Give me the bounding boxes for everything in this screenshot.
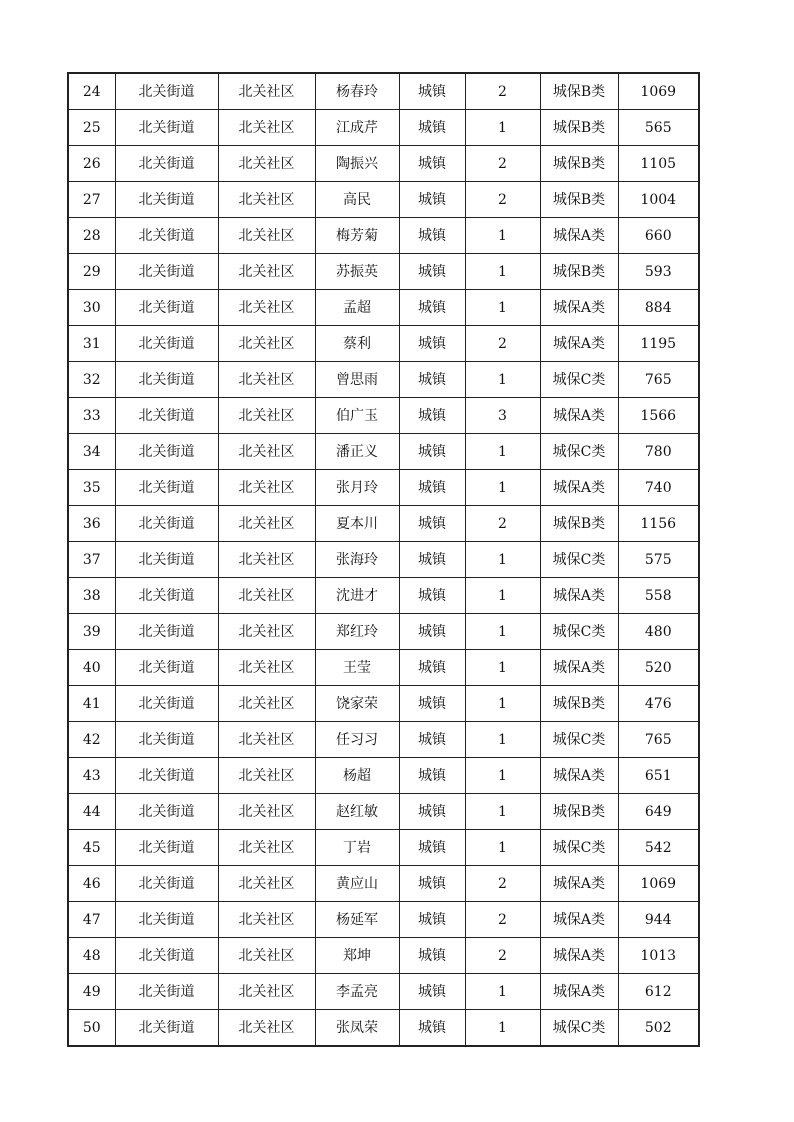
- category-cell: 城保B类: [540, 182, 618, 218]
- street-cell: 北关街道: [115, 830, 218, 866]
- street-cell: 北关街道: [115, 73, 218, 110]
- amount-cell: 1566: [618, 398, 699, 434]
- table-row: [68, 1010, 699, 1047]
- row-number: 37: [68, 542, 115, 578]
- category-cell: 城保C类: [540, 362, 618, 398]
- amount-cell: 651: [618, 758, 699, 794]
- row-number: 30: [68, 290, 115, 326]
- row-number: 38: [68, 578, 115, 614]
- category-cell: 城保B类: [540, 254, 618, 290]
- row-number: 26: [68, 146, 115, 182]
- street-cell: 北关街道: [115, 290, 218, 326]
- area-cell: 城镇: [399, 182, 465, 218]
- row-number: 44: [68, 794, 115, 830]
- name-cell: 杨延军: [315, 902, 399, 938]
- name-cell: 苏振英: [315, 254, 399, 290]
- category-cell: 城保A类: [540, 398, 618, 434]
- name-cell: 郑红玲: [315, 614, 399, 650]
- category-cell: 城保B类: [540, 686, 618, 722]
- household-size-cell: 2: [465, 506, 540, 542]
- household-size-cell: 1: [465, 686, 540, 722]
- category-cell: 城保A类: [540, 470, 618, 506]
- amount-cell: 480: [618, 614, 699, 650]
- household-size-cell: 1: [465, 578, 540, 614]
- amount-cell: 565: [618, 110, 699, 146]
- table-row: [68, 434, 699, 470]
- community-cell: 北关社区: [218, 902, 315, 938]
- street-cell: 北关街道: [115, 362, 218, 398]
- amount-cell: 502: [618, 1010, 699, 1047]
- amount-cell: 740: [618, 470, 699, 506]
- household-size-cell: 1: [465, 722, 540, 758]
- row-number: 29: [68, 254, 115, 290]
- community-cell: 北关社区: [218, 254, 315, 290]
- household-size-cell: 1: [465, 362, 540, 398]
- household-size-cell: 1: [465, 830, 540, 866]
- table-row: [68, 686, 699, 722]
- area-cell: 城镇: [399, 398, 465, 434]
- community-cell: 北关社区: [218, 722, 315, 758]
- amount-cell: 476: [618, 686, 699, 722]
- name-cell: 沈进才: [315, 578, 399, 614]
- household-size-cell: 1: [465, 470, 540, 506]
- category-cell: 城保A类: [540, 758, 618, 794]
- row-number: 36: [68, 506, 115, 542]
- community-cell: 北关社区: [218, 686, 315, 722]
- table-row: [68, 146, 699, 182]
- category-cell: 城保C类: [540, 542, 618, 578]
- amount-cell: 1013: [618, 938, 699, 974]
- street-cell: 北关街道: [115, 686, 218, 722]
- category-cell: 城保A类: [540, 902, 618, 938]
- table-row: [68, 650, 699, 686]
- records-body: [68, 73, 699, 1046]
- category-cell: 城保C类: [540, 434, 618, 470]
- area-cell: 城镇: [399, 578, 465, 614]
- name-cell: 高民: [315, 182, 399, 218]
- row-number: 46: [68, 866, 115, 902]
- street-cell: 北关街道: [115, 974, 218, 1010]
- amount-cell: 575: [618, 542, 699, 578]
- table-row: [68, 578, 699, 614]
- community-cell: 北关社区: [218, 758, 315, 794]
- street-cell: 北关街道: [115, 254, 218, 290]
- area-cell: 城镇: [399, 362, 465, 398]
- amount-cell: 660: [618, 218, 699, 254]
- area-cell: 城镇: [399, 434, 465, 470]
- street-cell: 北关街道: [115, 542, 218, 578]
- row-number: 28: [68, 218, 115, 254]
- category-cell: 城保A类: [540, 290, 618, 326]
- table-row: [68, 830, 699, 866]
- household-size-cell: 1: [465, 110, 540, 146]
- community-cell: 北关社区: [218, 182, 315, 218]
- street-cell: 北关街道: [115, 110, 218, 146]
- community-cell: 北关社区: [218, 794, 315, 830]
- category-cell: 城保A类: [540, 866, 618, 902]
- area-cell: 城镇: [399, 326, 465, 362]
- category-cell: 城保C类: [540, 830, 618, 866]
- street-cell: 北关街道: [115, 1010, 218, 1047]
- community-cell: 北关社区: [218, 362, 315, 398]
- community-cell: 北关社区: [218, 614, 315, 650]
- category-cell: 城保A类: [540, 650, 618, 686]
- name-cell: 曾思雨: [315, 362, 399, 398]
- amount-cell: 765: [618, 722, 699, 758]
- household-size-cell: 2: [465, 182, 540, 218]
- name-cell: 郑坤: [315, 938, 399, 974]
- area-cell: 城镇: [399, 614, 465, 650]
- table-row: [68, 470, 699, 506]
- street-cell: 北关街道: [115, 218, 218, 254]
- household-size-cell: 1: [465, 218, 540, 254]
- category-cell: 城保A类: [540, 938, 618, 974]
- name-cell: 杨春玲: [315, 73, 399, 110]
- household-size-cell: 1: [465, 434, 540, 470]
- community-cell: 北关社区: [218, 110, 315, 146]
- street-cell: 北关街道: [115, 902, 218, 938]
- area-cell: 城镇: [399, 686, 465, 722]
- household-size-cell: 2: [465, 902, 540, 938]
- category-cell: 城保A类: [540, 218, 618, 254]
- area-cell: 城镇: [399, 218, 465, 254]
- area-cell: 城镇: [399, 146, 465, 182]
- row-number: 24: [68, 73, 115, 110]
- row-number: 42: [68, 722, 115, 758]
- table-row: [68, 254, 699, 290]
- street-cell: 北关街道: [115, 146, 218, 182]
- name-cell: 杨超: [315, 758, 399, 794]
- community-cell: 北关社区: [218, 434, 315, 470]
- name-cell: 张海玲: [315, 542, 399, 578]
- amount-cell: 1156: [618, 506, 699, 542]
- area-cell: 城镇: [399, 542, 465, 578]
- row-number: 49: [68, 974, 115, 1010]
- category-cell: 城保B类: [540, 794, 618, 830]
- name-cell: 赵红敏: [315, 794, 399, 830]
- community-cell: 北关社区: [218, 866, 315, 902]
- row-number: 39: [68, 614, 115, 650]
- table-row: [68, 398, 699, 434]
- table-row: [68, 758, 699, 794]
- row-number: 33: [68, 398, 115, 434]
- community-cell: 北关社区: [218, 650, 315, 686]
- amount-cell: 558: [618, 578, 699, 614]
- category-cell: 城保C类: [540, 614, 618, 650]
- table-row: [68, 506, 699, 542]
- area-cell: 城镇: [399, 73, 465, 110]
- row-number: 48: [68, 938, 115, 974]
- community-cell: 北关社区: [218, 290, 315, 326]
- row-number: 31: [68, 326, 115, 362]
- amount-cell: 1004: [618, 182, 699, 218]
- street-cell: 北关街道: [115, 470, 218, 506]
- amount-cell: 542: [618, 830, 699, 866]
- amount-cell: 649: [618, 794, 699, 830]
- household-size-cell: 1: [465, 614, 540, 650]
- name-cell: 丁岩: [315, 830, 399, 866]
- table-row: [68, 182, 699, 218]
- amount-cell: 1069: [618, 73, 699, 110]
- name-cell: 饶家荣: [315, 686, 399, 722]
- area-cell: 城镇: [399, 1010, 465, 1047]
- community-cell: 北关社区: [218, 578, 315, 614]
- household-size-cell: 3: [465, 398, 540, 434]
- name-cell: 夏本川: [315, 506, 399, 542]
- street-cell: 北关街道: [115, 794, 218, 830]
- amount-cell: 765: [618, 362, 699, 398]
- community-cell: 北关社区: [218, 146, 315, 182]
- amount-cell: 1105: [618, 146, 699, 182]
- row-number: 35: [68, 470, 115, 506]
- community-cell: 北关社区: [218, 506, 315, 542]
- street-cell: 北关街道: [115, 938, 218, 974]
- table-row: [68, 866, 699, 902]
- street-cell: 北关街道: [115, 434, 218, 470]
- household-size-cell: 2: [465, 146, 540, 182]
- household-size-cell: 1: [465, 1010, 540, 1047]
- household-size-cell: 2: [465, 938, 540, 974]
- name-cell: 李孟亮: [315, 974, 399, 1010]
- name-cell: 张凤荣: [315, 1010, 399, 1047]
- table-row: [68, 938, 699, 974]
- row-number: 50: [68, 1010, 115, 1047]
- street-cell: 北关街道: [115, 182, 218, 218]
- community-cell: 北关社区: [218, 398, 315, 434]
- records-table: [67, 72, 700, 1047]
- street-cell: 北关街道: [115, 866, 218, 902]
- row-number: 25: [68, 110, 115, 146]
- name-cell: 张月玲: [315, 470, 399, 506]
- row-number: 43: [68, 758, 115, 794]
- name-cell: 王莹: [315, 650, 399, 686]
- name-cell: 陶振兴: [315, 146, 399, 182]
- row-number: 47: [68, 902, 115, 938]
- table-row: [68, 542, 699, 578]
- table-row: [68, 794, 699, 830]
- community-cell: 北关社区: [218, 938, 315, 974]
- area-cell: 城镇: [399, 254, 465, 290]
- row-number: 40: [68, 650, 115, 686]
- amount-cell: 593: [618, 254, 699, 290]
- name-cell: 梅芳菊: [315, 218, 399, 254]
- category-cell: 城保C类: [540, 1010, 618, 1047]
- household-size-cell: 1: [465, 254, 540, 290]
- household-size-cell: 2: [465, 73, 540, 110]
- community-cell: 北关社区: [218, 542, 315, 578]
- category-cell: 城保A类: [540, 578, 618, 614]
- community-cell: 北关社区: [218, 326, 315, 362]
- category-cell: 城保B类: [540, 146, 618, 182]
- household-size-cell: 2: [465, 326, 540, 362]
- community-cell: 北关社区: [218, 73, 315, 110]
- amount-cell: 780: [618, 434, 699, 470]
- area-cell: 城镇: [399, 938, 465, 974]
- community-cell: 北关社区: [218, 218, 315, 254]
- household-size-cell: 1: [465, 758, 540, 794]
- name-cell: 伯广玉: [315, 398, 399, 434]
- table-row: [68, 73, 699, 110]
- street-cell: 北关街道: [115, 650, 218, 686]
- table-row: [68, 974, 699, 1010]
- name-cell: 潘正义: [315, 434, 399, 470]
- household-size-cell: 1: [465, 794, 540, 830]
- household-size-cell: 1: [465, 290, 540, 326]
- amount-cell: 944: [618, 902, 699, 938]
- community-cell: 北关社区: [218, 974, 315, 1010]
- table-row: [68, 290, 699, 326]
- street-cell: 北关街道: [115, 578, 218, 614]
- amount-cell: 520: [618, 650, 699, 686]
- area-cell: 城镇: [399, 722, 465, 758]
- category-cell: 城保A类: [540, 974, 618, 1010]
- household-size-cell: 1: [465, 650, 540, 686]
- row-number: 32: [68, 362, 115, 398]
- street-cell: 北关街道: [115, 722, 218, 758]
- row-number: 27: [68, 182, 115, 218]
- name-cell: 蔡利: [315, 326, 399, 362]
- area-cell: 城镇: [399, 866, 465, 902]
- street-cell: 北关街道: [115, 758, 218, 794]
- area-cell: 城镇: [399, 758, 465, 794]
- area-cell: 城镇: [399, 290, 465, 326]
- area-cell: 城镇: [399, 902, 465, 938]
- row-number: 41: [68, 686, 115, 722]
- amount-cell: 1195: [618, 326, 699, 362]
- category-cell: 城保A类: [540, 326, 618, 362]
- area-cell: 城镇: [399, 470, 465, 506]
- community-cell: 北关社区: [218, 1010, 315, 1047]
- community-cell: 北关社区: [218, 830, 315, 866]
- row-number: 34: [68, 434, 115, 470]
- street-cell: 北关街道: [115, 398, 218, 434]
- row-number: 45: [68, 830, 115, 866]
- table-row: [68, 326, 699, 362]
- street-cell: 北关街道: [115, 326, 218, 362]
- household-size-cell: 1: [465, 542, 540, 578]
- category-cell: 城保C类: [540, 722, 618, 758]
- amount-cell: 612: [618, 974, 699, 1010]
- table-row: [68, 722, 699, 758]
- area-cell: 城镇: [399, 974, 465, 1010]
- household-size-cell: 1: [465, 974, 540, 1010]
- area-cell: 城镇: [399, 650, 465, 686]
- amount-cell: 884: [618, 290, 699, 326]
- street-cell: 北关街道: [115, 614, 218, 650]
- table-row: [68, 110, 699, 146]
- area-cell: 城镇: [399, 506, 465, 542]
- area-cell: 城镇: [399, 110, 465, 146]
- name-cell: 江成芹: [315, 110, 399, 146]
- street-cell: 北关街道: [115, 506, 218, 542]
- category-cell: 城保B类: [540, 73, 618, 110]
- household-size-cell: 2: [465, 866, 540, 902]
- amount-cell: 1069: [618, 866, 699, 902]
- table-row: [68, 902, 699, 938]
- table-row: [68, 362, 699, 398]
- category-cell: 城保B类: [540, 110, 618, 146]
- name-cell: 孟超: [315, 290, 399, 326]
- table-row: [68, 614, 699, 650]
- name-cell: 黄应山: [315, 866, 399, 902]
- table-row: [68, 218, 699, 254]
- category-cell: 城保B类: [540, 506, 618, 542]
- area-cell: 城镇: [399, 830, 465, 866]
- area-cell: 城镇: [399, 794, 465, 830]
- community-cell: 北关社区: [218, 470, 315, 506]
- name-cell: 任习习: [315, 722, 399, 758]
